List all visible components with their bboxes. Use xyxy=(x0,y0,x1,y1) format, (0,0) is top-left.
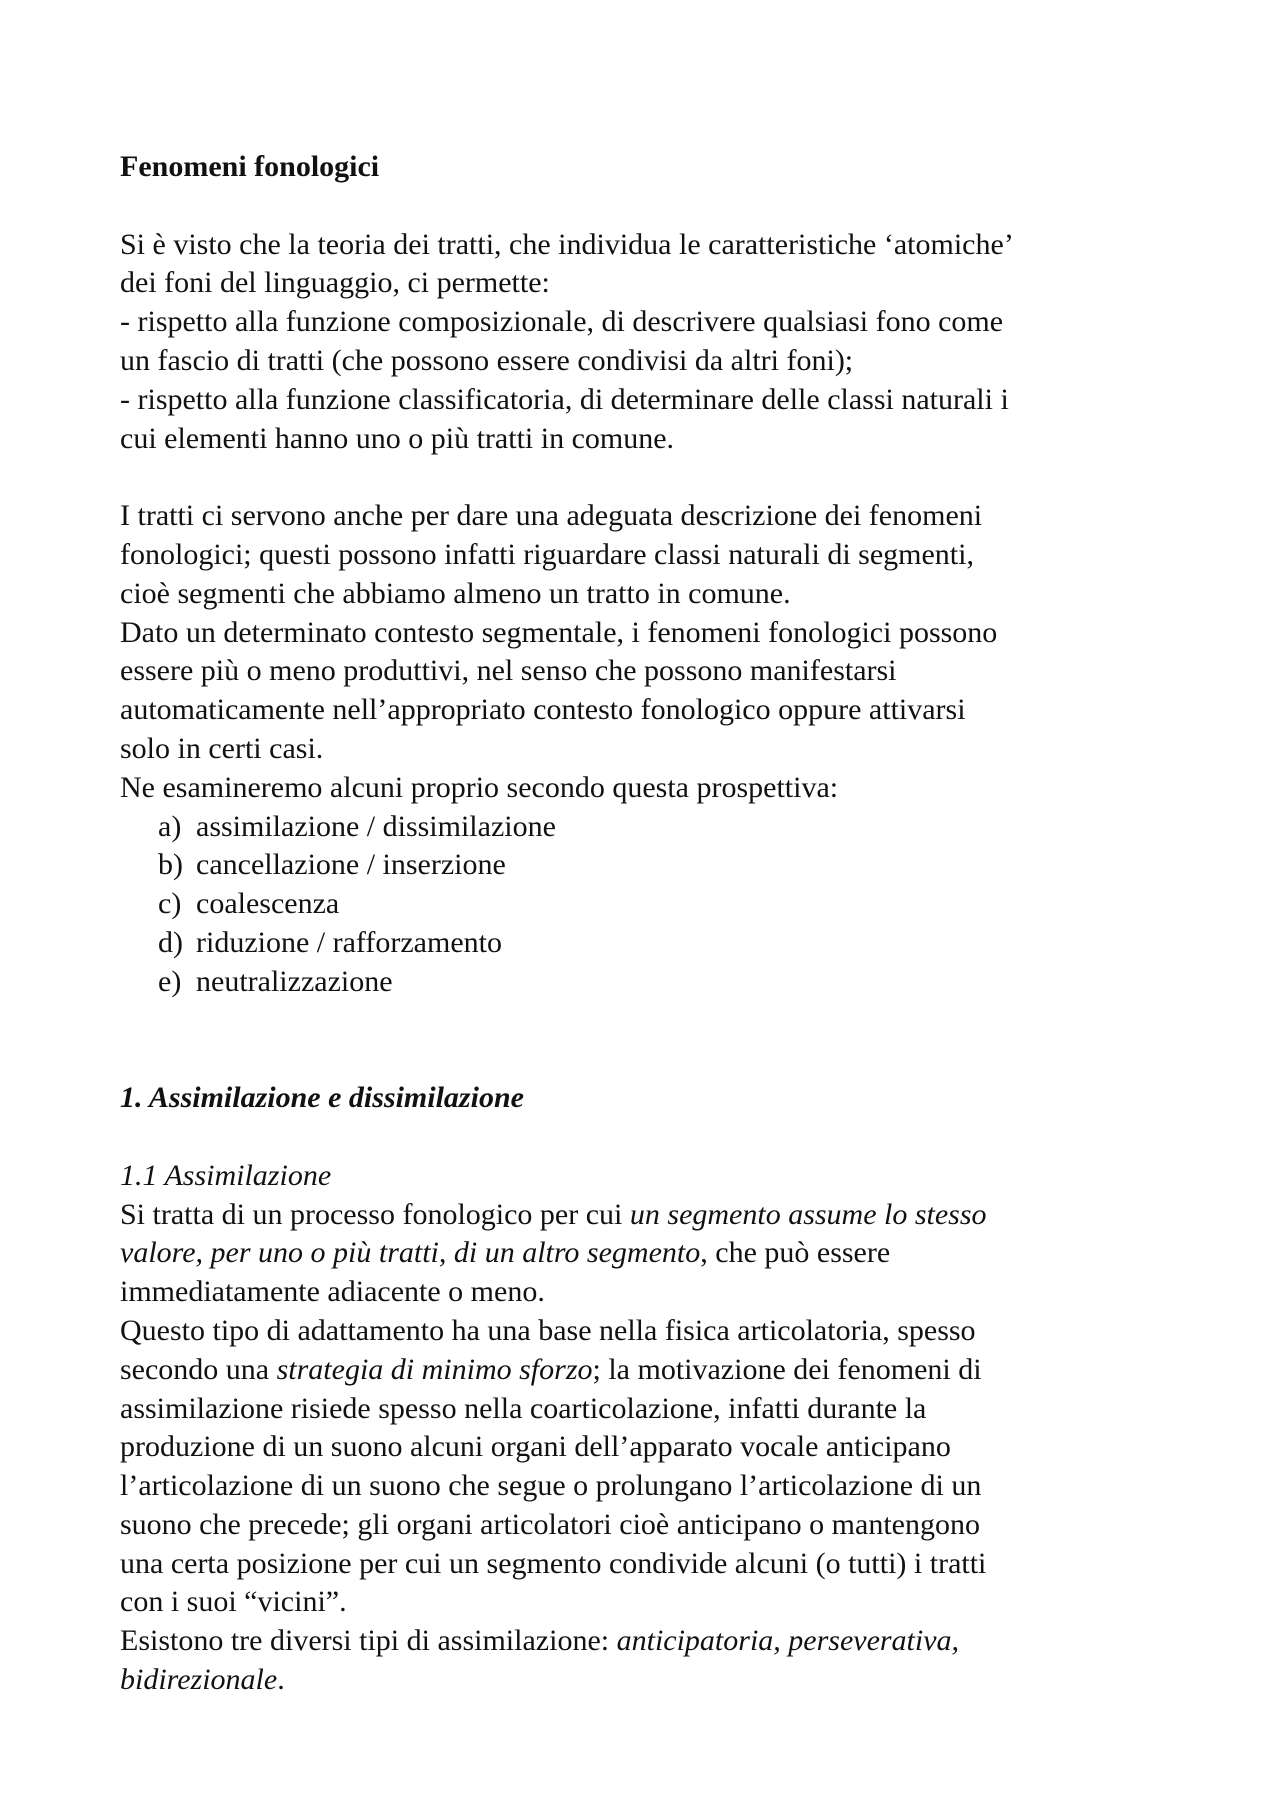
text-line: automaticamente nell’appropriato contesto fonologico oppure attivarsi xyxy=(120,693,966,727)
text-line: essere più o meno produttivi, nel senso che possono manifestarsi xyxy=(120,654,897,688)
list-item xyxy=(120,808,1180,847)
list-item-text: assimilazione / dissimilazione xyxy=(196,809,556,843)
text-run: , che può essere xyxy=(700,1236,891,1270)
spacer xyxy=(120,187,1180,226)
intro-paragraph xyxy=(120,226,1180,459)
text-line: suono che precede; gli organi articolatori cioè anticipano o mantengono xyxy=(120,1507,980,1541)
text-line: solo in certi casi. xyxy=(120,731,324,765)
text-run: Si tratta di un processo fonologico per cui xyxy=(120,1197,630,1231)
document-page xyxy=(120,148,1180,1700)
text-line xyxy=(120,1661,1180,1700)
italic-run: bidirezionale xyxy=(120,1663,278,1697)
text-line: Ne esamineremo alcuni proprio secondo questa prospettiva: xyxy=(120,770,839,804)
spacer xyxy=(120,1118,1180,1157)
text-line: produzione di un suono alcuni organi dell’apparato vocale anticipano xyxy=(120,1430,951,1464)
spacer xyxy=(120,458,1180,497)
spacer xyxy=(120,1002,1180,1080)
italic-run: valore, per uno o più tratti, di un altro segmento xyxy=(120,1236,701,1270)
text-line xyxy=(120,1234,1180,1273)
list-item-text: coalescenza xyxy=(196,887,340,921)
text-line: un fascio di tratti (che possono essere condivisi da altri foni); xyxy=(120,343,854,377)
text-line: una certa posizione per cui un segmento condivide alcuni (o tutti) i tratti xyxy=(120,1546,987,1580)
text-run: Esistono tre diversi tipi di assimilazione: xyxy=(120,1624,617,1658)
text-run: . xyxy=(277,1663,285,1697)
list-item xyxy=(120,846,1180,885)
text-run: secondo una xyxy=(120,1352,277,1386)
text-line xyxy=(120,1622,1180,1661)
second-paragraph xyxy=(120,497,1180,807)
list-marker: e) xyxy=(158,964,182,998)
phenomena-list xyxy=(120,808,1180,1002)
text-line: fonologici; questi possono infatti riguardare classi naturali di segmenti, xyxy=(120,537,974,571)
list-item xyxy=(120,885,1180,924)
text-line: assimilazione risiede spesso nella coarticolazione, infatti durante la xyxy=(120,1391,927,1425)
text-line: - rispetto alla funzione composizionale, di descrivere qualsiasi fono come xyxy=(120,305,1004,339)
italic-run: un segmento assume lo stesso xyxy=(629,1197,987,1231)
list-marker: c) xyxy=(158,887,182,921)
text-line: dei foni del linguaggio, ci permette: xyxy=(120,266,550,300)
text-line: immediatamente adiacente o meno. xyxy=(120,1275,545,1309)
italic-run: anticipatoria, perseverativa, xyxy=(616,1624,960,1658)
list-item-text: riduzione / rafforzamento xyxy=(196,925,502,959)
assimilation-paragraph xyxy=(120,1196,1180,1700)
italic-run: strategia di minimo sforzo xyxy=(276,1352,593,1386)
section-heading: 1. Assimilazione e dissimilazione xyxy=(120,1081,524,1115)
text-line: Questo tipo di adattamento ha una base nella fisica articolatoria, spesso xyxy=(120,1313,976,1347)
text-line: Si è visto che la teoria dei tratti, che individua le caratteristiche ‘atomiche’ xyxy=(120,227,1014,261)
list-item-text: neutralizzazione xyxy=(196,964,393,998)
list-marker: a) xyxy=(158,809,182,843)
text-line: cioè segmenti che abbiamo almeno un tratto in comune. xyxy=(120,576,791,610)
text-line xyxy=(120,1351,1180,1390)
list-marker: b) xyxy=(158,848,183,882)
text-line: con i suoi “vicini”. xyxy=(120,1585,347,1619)
text-run: ; la motivazione dei fenomeni di xyxy=(592,1352,982,1386)
text-line: I tratti ci servono anche per dare una adeguata descrizione dei fenomeni xyxy=(120,499,983,533)
page-title: Fenomeni fonologici xyxy=(120,150,380,183)
text-line: l’articolazione di un suono che segue o prolungano l’articolazione di un xyxy=(120,1469,982,1503)
text-line xyxy=(120,1196,1180,1235)
text-line: Dato un determinato contesto segmentale, i fenomeni fonologici possono xyxy=(120,615,998,649)
list-marker: d) xyxy=(158,925,183,959)
list-item xyxy=(120,963,1180,1002)
list-item xyxy=(120,924,1180,963)
text-line: cui elementi hanno uno o più tratti in comune. xyxy=(120,421,675,455)
subsection-heading: 1.1 Assimilazione xyxy=(120,1158,332,1192)
text-line: - rispetto alla funzione classificatoria, di determinare delle classi naturali i xyxy=(120,382,1009,416)
list-item-text: cancellazione / inserzione xyxy=(196,848,506,882)
